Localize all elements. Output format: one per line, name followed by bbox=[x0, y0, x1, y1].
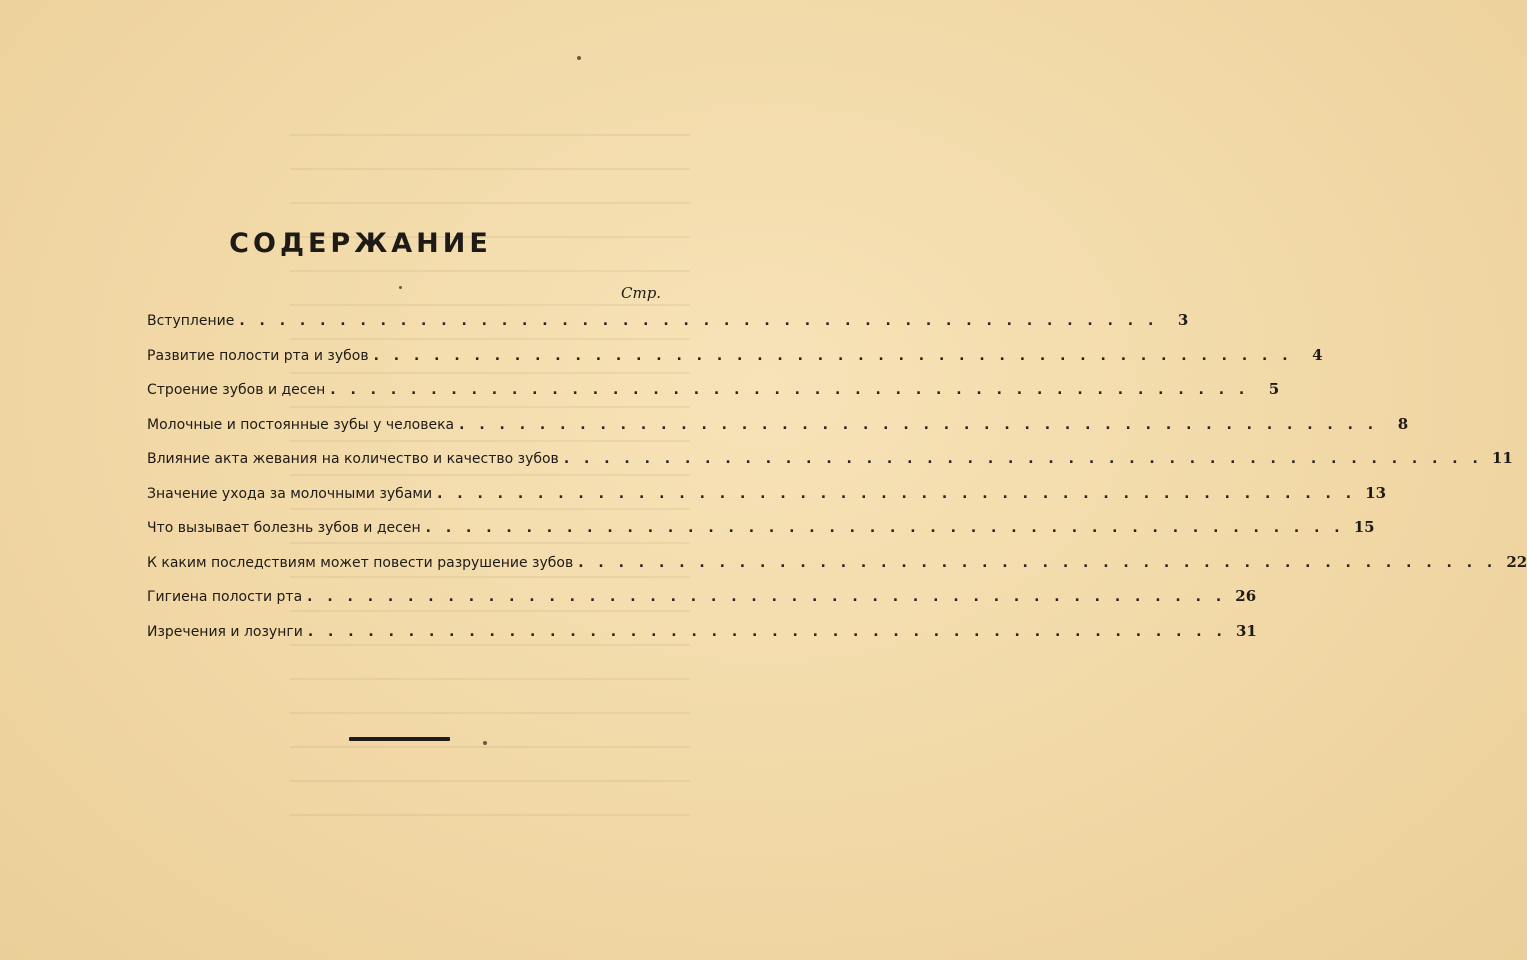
dot-leader: . . . . . . . . . . . . . . . . . . . . . . . . . . . . . . . . . . . . . . . . . . . . . . bbox=[307, 623, 1227, 640]
toc-entry bbox=[147, 585, 1257, 620]
dot-leader: . . . . . . . . . . . . . . . . . . . . . . . . . . . . . . . . . . . . . . . . . . . . . . bbox=[459, 416, 1379, 433]
toc-entry-page: 22 bbox=[1506, 552, 1527, 571]
toc-entry-page: 26 bbox=[1235, 587, 1257, 605]
toc-entry-title: Вступление bbox=[147, 313, 235, 329]
toc-entry-page: 4 bbox=[1312, 345, 1323, 364]
dot-leader: . . . . . . . . . . . . . . . . . . . . . . . . . . . . . . . . . . . . . . . . . . . . . . bbox=[437, 485, 1357, 502]
closing-rule bbox=[349, 737, 450, 741]
toc-entry-title: Молочные и постоянные зубы у человека bbox=[147, 416, 455, 433]
dot-leader: . . . . . . . . . . . . . . . . . . . . . . . . . . . . . . . . . . . . . . . . . . . . . . bbox=[425, 520, 1345, 536]
toc-entry-title: Развитие полости рта и зубов bbox=[147, 347, 369, 364]
paper-speck bbox=[399, 286, 402, 289]
page-title: СОДЕРЖАНИЕ bbox=[229, 228, 492, 259]
toc-entry-page: 13 bbox=[1365, 483, 1387, 502]
toc-entry-title: Значение ухода за молочными зубами bbox=[147, 485, 433, 502]
toc-entry bbox=[147, 344, 1323, 379]
dot-leader: . . . . . . . . . . . . . . . . . . . . . . . . . . . . . . . . . . . . . . . . . . . . . . bbox=[307, 589, 1227, 605]
toc-entry bbox=[147, 482, 1387, 517]
toc-entry-page: 5 bbox=[1268, 380, 1280, 398]
toc-entry-title: Влияние акта жевания на количество и качество зубов bbox=[147, 451, 559, 467]
toc-entry bbox=[147, 378, 1280, 413]
toc-entry bbox=[147, 516, 1375, 551]
toc-entry bbox=[147, 620, 1257, 655]
dot-leader: . . . . . . . . . . . . . . . . . . . . . . . . . . . . . . . . . . . . . . . . . . . . . . bbox=[373, 347, 1293, 364]
page-column-label: Стр. bbox=[621, 284, 662, 302]
dot-leader: . . . . . . . . . . . . . . . . . . . . . . . . . . . . . . . . . . . . . . . . . . . . . . bbox=[563, 451, 1483, 467]
toc-entry-title: Изречения и лозунги bbox=[147, 623, 303, 640]
toc-entry-page: 15 bbox=[1353, 518, 1375, 536]
toc-entry-page: 31 bbox=[1235, 621, 1257, 640]
toc-entry-title: Строение зубов и десен bbox=[147, 382, 326, 398]
toc-entry-title: К каким последствиям может повести разрушение зубов bbox=[147, 554, 574, 571]
toc-entry-title: Гигиена полости рта bbox=[147, 589, 303, 605]
toc-entry-title: Что вызывает болезнь зубов и десен bbox=[147, 520, 421, 536]
toc-entry-page: 11 bbox=[1491, 449, 1513, 467]
dot-leader: . . . . . . . . . . . . . . . . . . . . . . . . . . . . . . . . . . . . . . . . . . . . . . bbox=[578, 554, 1498, 571]
toc-entry bbox=[147, 309, 1189, 344]
toc-entry bbox=[147, 447, 1513, 482]
toc-entry bbox=[147, 551, 1527, 586]
toc-entry bbox=[147, 413, 1409, 448]
dot-leader: . . . . . . . . . . . . . . . . . . . . . . . . . . . . . . . . . . . . . . . . . . . . . . bbox=[330, 382, 1250, 398]
table-of-contents bbox=[147, 309, 1527, 654]
paper-speck bbox=[483, 741, 487, 745]
toc-entry-page: 8 bbox=[1397, 414, 1409, 433]
toc-entry-page: 3 bbox=[1177, 311, 1189, 329]
dot-leader: . . . . . . . . . . . . . . . . . . . . . . . . . . . . . . . . . . . . . . . . . . . . . . bbox=[239, 313, 1159, 329]
paper-speck bbox=[577, 56, 581, 60]
